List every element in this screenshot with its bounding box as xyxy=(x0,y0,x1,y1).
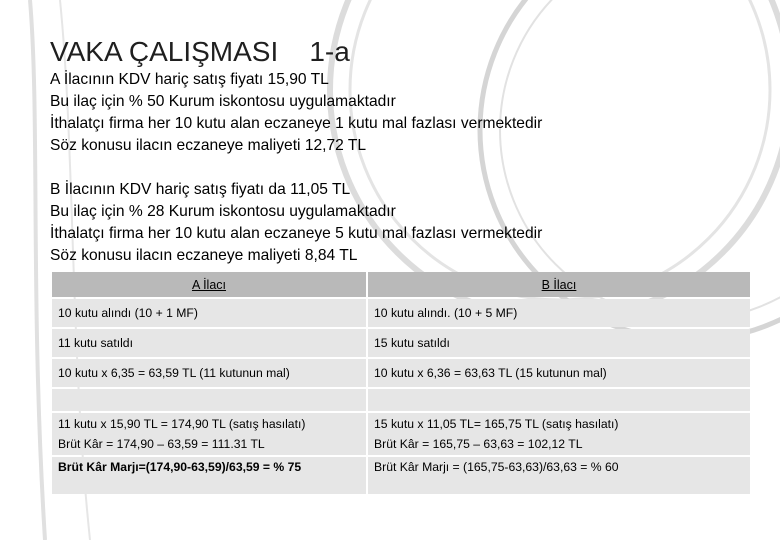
header-drug-b: B İlacı xyxy=(368,272,750,297)
header-drug-a: A İlacı xyxy=(52,272,366,297)
table-cell-empty xyxy=(52,389,366,411)
table-cell: 10 kutu alındı. (10 + 5 MF) xyxy=(368,299,750,327)
table-row xyxy=(52,389,750,411)
drug-b-description xyxy=(50,179,542,267)
table-cell: 10 kutu x 6,36 = 63,63 TL (15 kutunun mal) xyxy=(368,359,750,387)
drug-a-description xyxy=(50,69,542,157)
drug-a-line: Söz konusu ilacın eczaneye maliyeti 12,72 TL xyxy=(50,137,367,154)
drug-b-line: B İlacının KDV hariç satış fiyatı da 11,05 TL xyxy=(50,181,351,198)
table-cell: 15 kutu satıldı xyxy=(368,329,750,357)
sales-revenue-a: 11 kutu x 15,90 TL = 174,90 TL (satış hasılatı) xyxy=(58,417,306,431)
drug-b-line: İthalatçı firma her 10 kutu alan eczaneye 5 kutu mal fazlası vermektedir xyxy=(50,225,543,242)
table-row xyxy=(52,329,750,357)
drug-a-line: A İlacının KDV hariç satış fiyatı 15,90 TL xyxy=(50,71,329,88)
drug-b-line: Söz konusu ilacın eczaneye maliyeti 8,84 TL xyxy=(50,247,358,264)
table-row xyxy=(52,299,750,327)
drug-a-line: İthalatçı firma her 10 kutu alan eczaneye 1 kutu mal fazlası vermektedir xyxy=(50,115,543,132)
table-cell: 11 kutu satıldı xyxy=(52,329,366,357)
gross-margin-b: Brüt Kâr Marjı = (165,75-63,63)/63,63 = % 60 xyxy=(368,457,750,494)
table-cell: 10 kutu x 6,35 = 63,59 TL (11 kutunun mal) xyxy=(52,359,366,387)
slide-title: VAKA ÇALIŞMASI 1-a xyxy=(50,36,350,67)
table-row xyxy=(52,359,750,387)
gross-margin-a: Brüt Kâr Marjı=(174,90-63,59)/63,59 = % 75 xyxy=(52,457,366,494)
gross-profit-a: Brüt Kâr = 174,90 – 63,59 = 111.31 TL xyxy=(58,437,265,451)
table-cell-empty xyxy=(368,389,750,411)
gross-profit-b: Brüt Kâr = 165,75 – 63,63 = 102,12 TL xyxy=(374,437,583,451)
comparison-table xyxy=(50,270,752,496)
sales-revenue-b: 15 kutu x 11,05 TL= 165,75 TL (satış hasılatı) xyxy=(374,417,619,431)
table-header-row xyxy=(52,272,750,297)
drug-b-line: Bu ilaç için % 28 Kurum iskontosu uygulamaktadır xyxy=(50,203,396,220)
table-cell xyxy=(368,413,750,455)
table-cell: 10 kutu alındı (10 + 1 MF) xyxy=(52,299,366,327)
drug-a-line: Bu ilaç için % 50 Kurum iskontosu uygulamaktadır xyxy=(50,93,396,110)
table-row xyxy=(52,457,750,494)
table-row xyxy=(52,413,750,455)
table-cell xyxy=(52,413,366,455)
